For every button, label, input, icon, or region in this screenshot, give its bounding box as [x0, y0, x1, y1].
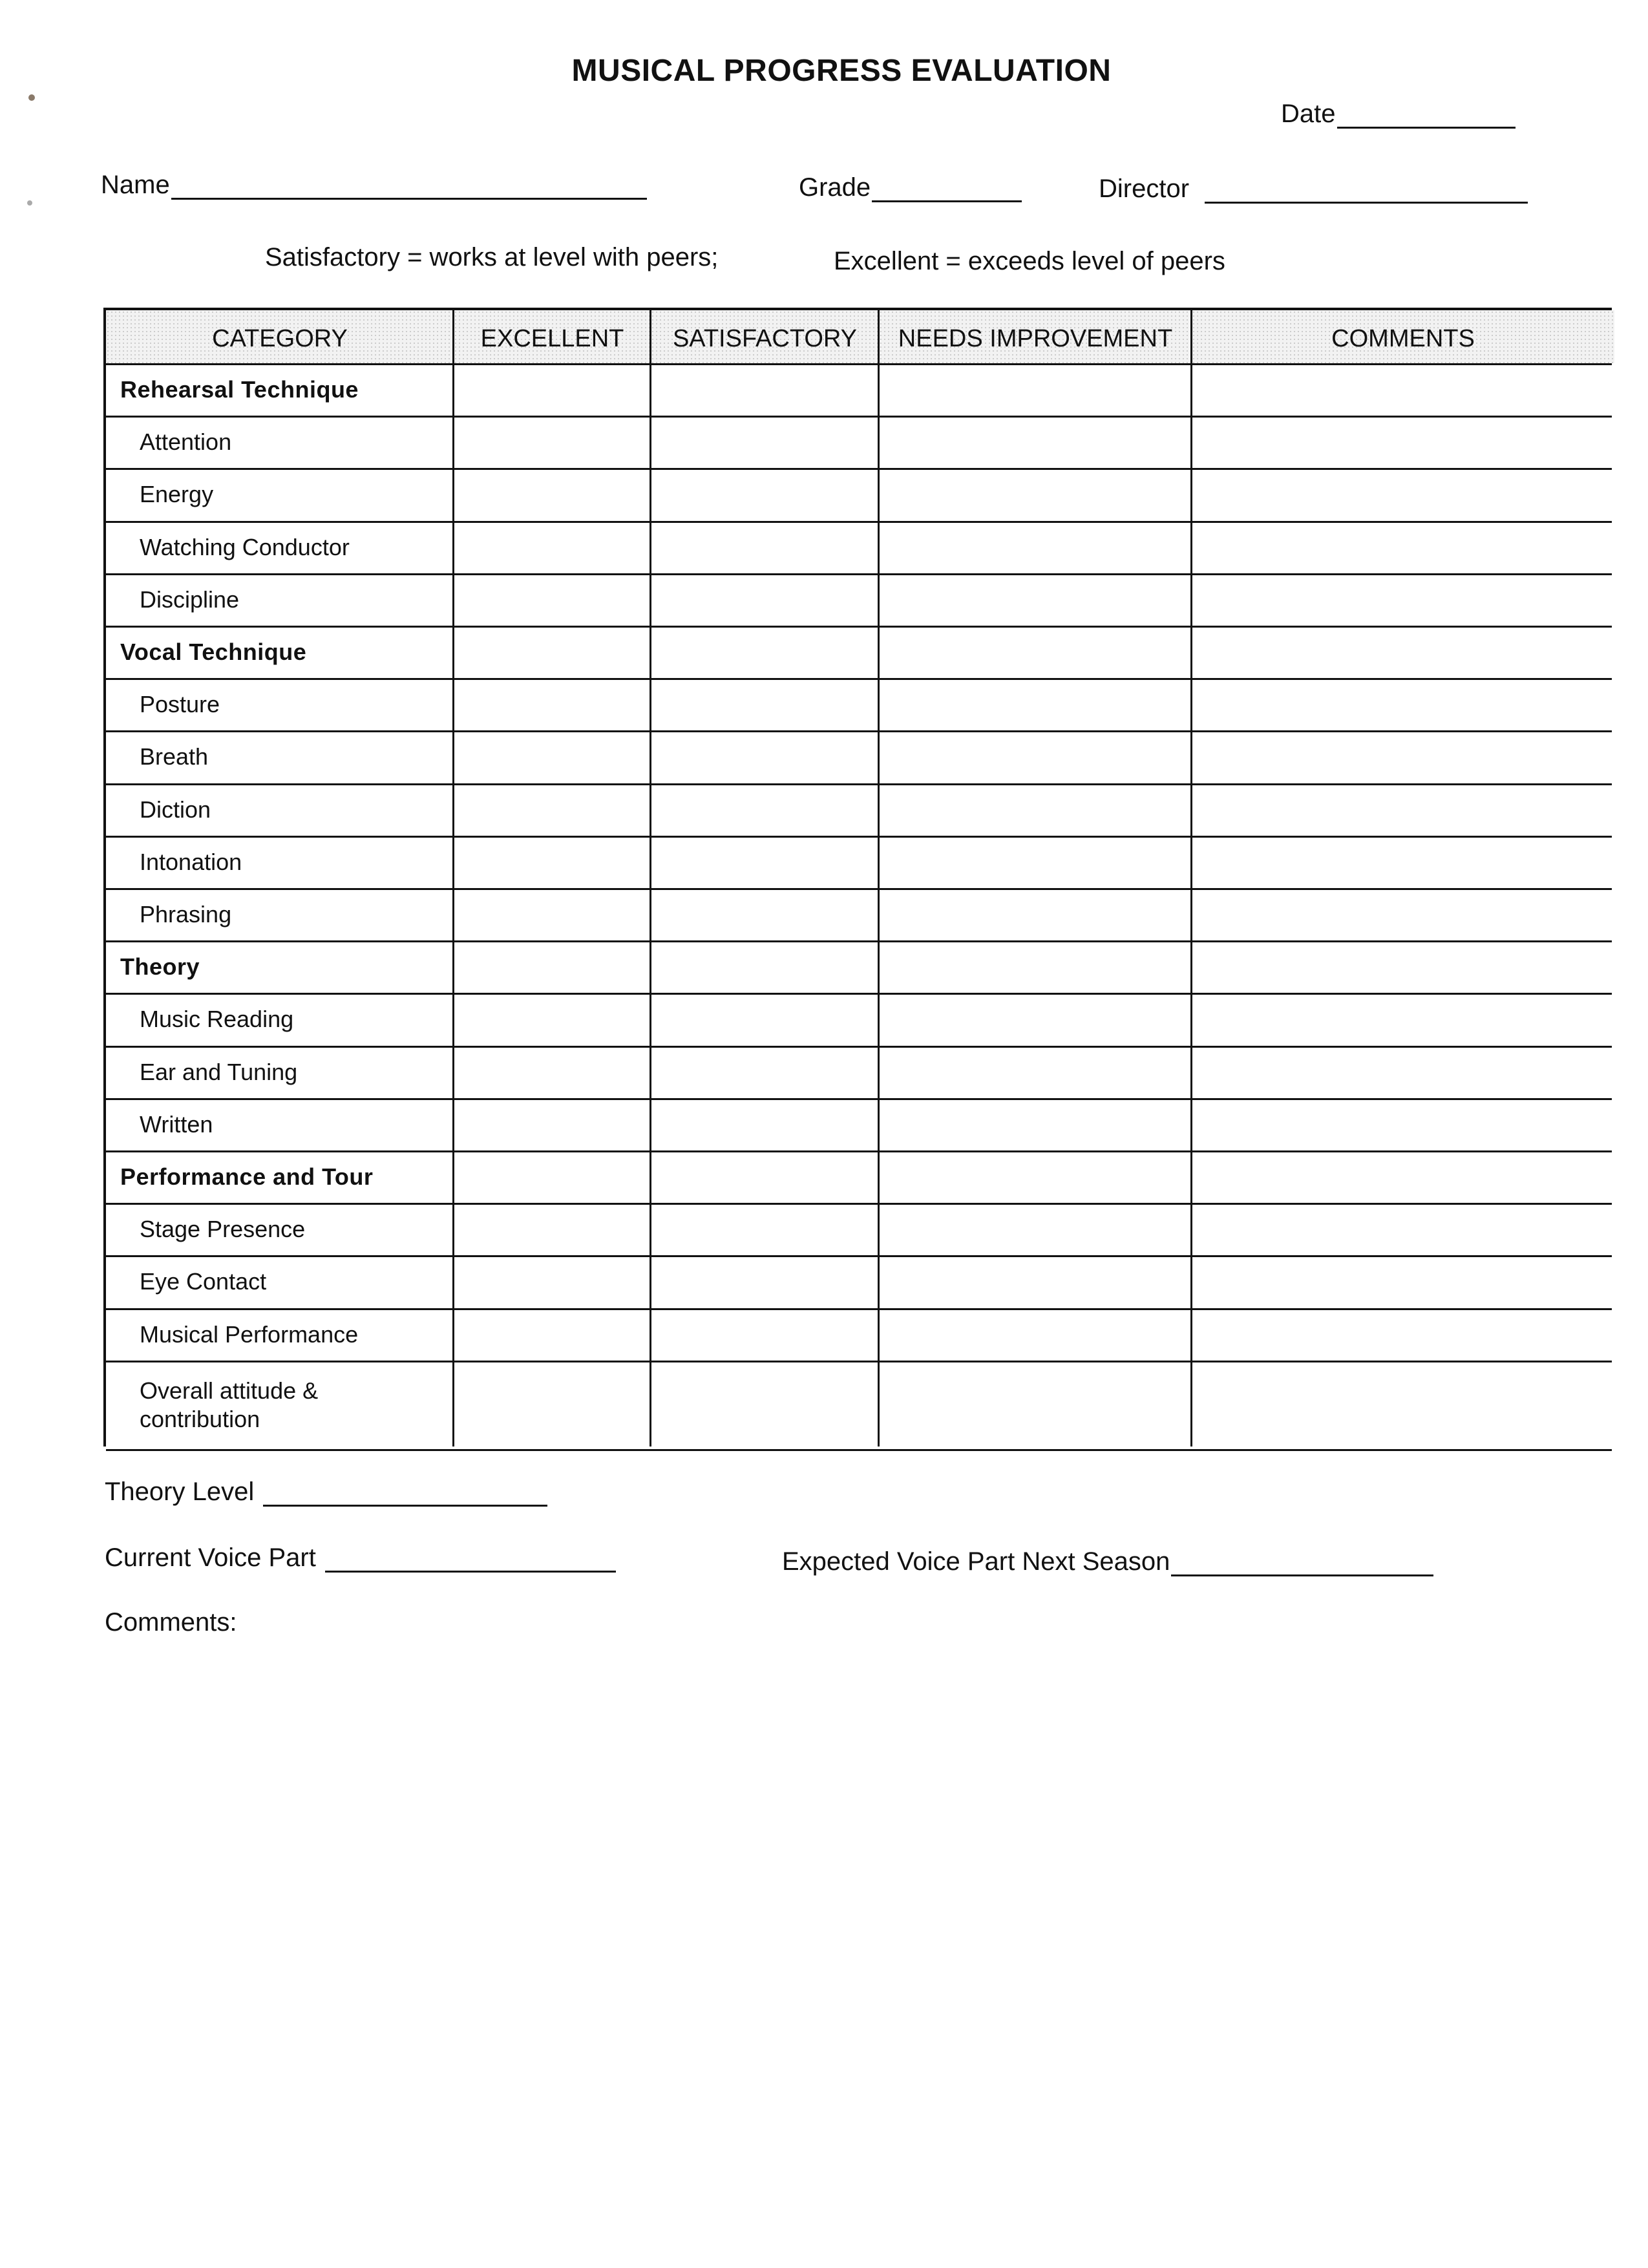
rating-cell-satisfactory[interactable]: [651, 783, 879, 836]
rating-cell-excellent[interactable]: [454, 1203, 651, 1255]
rating-cell-needs-improvement[interactable]: [879, 993, 1192, 1046]
rating-cell-comments[interactable]: [1192, 521, 1614, 573]
category-item-eye-contact: Eye Contact: [140, 1268, 267, 1295]
rating-cell-needs-improvement[interactable]: [879, 678, 1192, 730]
category-item-overall-attitude-contribution: Overall attitude & contribution: [140, 1377, 319, 1432]
rating-cell-satisfactory[interactable]: [651, 521, 879, 573]
rating-cell-excellent[interactable]: [454, 783, 651, 836]
director-label: Director: [1099, 175, 1190, 203]
category-item-written: Written: [140, 1110, 213, 1138]
column-header-needs-improvement: NEEDS IMPROVEMENT: [879, 310, 1192, 363]
rating-cell-needs-improvement[interactable]: [879, 468, 1192, 521]
rating-cell-comments[interactable]: [1192, 1046, 1614, 1098]
rating-cell-comments[interactable]: [1192, 1098, 1614, 1150]
column-header-comments: COMMENTS: [1192, 310, 1614, 363]
rating-cell-needs-improvement[interactable]: [879, 888, 1192, 940]
theory-level-line: [263, 1481, 547, 1507]
rating-cell-excellent[interactable]: [454, 1308, 651, 1361]
rating-cell-excellent[interactable]: [454, 521, 651, 573]
rating-cell-excellent[interactable]: [454, 730, 651, 783]
rating-cell-comments[interactable]: [1192, 836, 1614, 888]
rating-cell-comments[interactable]: [1192, 416, 1614, 468]
category-item-energy: Energy: [140, 481, 214, 507]
rating-cell-comments[interactable]: [1192, 1255, 1614, 1308]
rating-cell-needs-improvement[interactable]: [879, 626, 1192, 678]
scan-speck: [28, 94, 35, 101]
rating-cell-needs-improvement[interactable]: [879, 363, 1192, 416]
rating-cell-satisfactory[interactable]: [651, 1098, 879, 1150]
rating-cell-excellent[interactable]: [454, 363, 651, 416]
category-item-musical-performance: Musical Performance: [140, 1320, 359, 1348]
expected-voice-part-line: [1171, 1551, 1433, 1576]
category-item-intonation: Intonation: [140, 848, 242, 875]
row-divider: [106, 1449, 1612, 1451]
rating-cell-comments[interactable]: [1192, 730, 1614, 783]
rating-cell-comments[interactable]: [1192, 888, 1614, 940]
expected-voice-part-field[interactable]: [782, 1547, 1433, 1576]
rating-cell-excellent[interactable]: [454, 416, 651, 468]
legend-excellent: Excellent = exceeds level of peers: [834, 247, 1225, 275]
rating-cell-satisfactory[interactable]: [651, 416, 879, 468]
category-group-vocal-technique: Vocal Technique: [120, 638, 307, 665]
category-item-music-reading: Music Reading: [140, 1006, 294, 1032]
rating-cell-excellent[interactable]: [454, 1098, 651, 1150]
rating-cell-satisfactory[interactable]: [651, 626, 879, 678]
rating-cell-satisfactory[interactable]: [651, 468, 879, 521]
rating-cell-satisfactory[interactable]: [651, 1255, 879, 1308]
rating-cell-excellent[interactable]: [454, 626, 651, 678]
rating-cell-excellent[interactable]: [454, 1046, 651, 1098]
grade-field[interactable]: [799, 173, 1022, 202]
rating-cell-needs-improvement[interactable]: [879, 1150, 1192, 1203]
director-field[interactable]: [1099, 175, 1528, 204]
category-item-attention: Attention: [140, 428, 232, 455]
rating-cell-comments[interactable]: [1192, 993, 1614, 1046]
rating-cell-satisfactory[interactable]: [651, 1308, 879, 1361]
rating-cell-excellent[interactable]: [454, 993, 651, 1046]
rating-cell-comments[interactable]: [1192, 573, 1614, 626]
rating-cell-satisfactory[interactable]: [651, 1150, 879, 1203]
rating-cell-needs-improvement[interactable]: [879, 521, 1192, 573]
category-item-stage-presence: Stage Presence: [140, 1215, 306, 1242]
rating-cell-excellent[interactable]: [454, 1150, 651, 1203]
category-item-ear-and-tuning: Ear and Tuning: [140, 1058, 298, 1085]
rating-cell-satisfactory[interactable]: [651, 993, 879, 1046]
rating-cell-excellent[interactable]: [454, 888, 651, 940]
category-item-discipline: Discipline: [140, 586, 240, 613]
date-line: [1337, 103, 1516, 129]
rating-cell-satisfactory[interactable]: [651, 573, 879, 626]
grade-label: Grade: [799, 173, 871, 202]
category-item-diction: Diction: [140, 796, 211, 823]
category-item-posture: Posture: [140, 690, 220, 717]
rating-cell-satisfactory[interactable]: [651, 1361, 879, 1449]
page-title: MUSICAL PROGRESS EVALUATION: [571, 54, 1112, 88]
director-line: [1205, 178, 1528, 204]
comments-label: Comments:: [105, 1608, 237, 1637]
current-voice-part-line: [325, 1547, 616, 1573]
rating-cell-satisfactory[interactable]: [651, 836, 879, 888]
rating-cell-needs-improvement[interactable]: [879, 573, 1192, 626]
category-group-rehearsal-technique: Rehearsal Technique: [120, 376, 359, 403]
rating-cell-comments[interactable]: [1192, 783, 1614, 836]
theory-level-field[interactable]: [105, 1478, 547, 1507]
rating-cell-satisfactory[interactable]: [651, 1203, 879, 1255]
category-group-performance-and-tour: Performance and Tour: [120, 1163, 374, 1190]
rating-cell-comments[interactable]: [1192, 940, 1614, 993]
category-item-watching-conductor: Watching Conductor: [140, 533, 350, 560]
rating-cell-excellent[interactable]: [454, 678, 651, 730]
rating-cell-needs-improvement[interactable]: [879, 1255, 1192, 1308]
rating-cell-excellent[interactable]: [454, 1255, 651, 1308]
category-item-breath: Breath: [140, 743, 209, 770]
rating-cell-excellent[interactable]: [454, 573, 651, 626]
rating-cell-excellent[interactable]: [454, 940, 651, 993]
rating-cell-needs-improvement[interactable]: [879, 1308, 1192, 1361]
name-line: [171, 175, 647, 200]
column-header-category: CATEGORY: [106, 310, 454, 363]
rating-cell-excellent[interactable]: [454, 1361, 651, 1449]
rating-cell-satisfactory[interactable]: [651, 1046, 879, 1098]
rating-cell-comments[interactable]: [1192, 1203, 1614, 1255]
rating-cell-needs-improvement[interactable]: [879, 730, 1192, 783]
legend-satisfactory: Satisfactory = works at level with peers;: [265, 243, 719, 271]
column-header-excellent: EXCELLENT: [454, 310, 651, 363]
rating-cell-needs-improvement[interactable]: [879, 1203, 1192, 1255]
date-label: Date: [1281, 100, 1336, 128]
rating-cell-needs-improvement[interactable]: [879, 836, 1192, 888]
grade-line: [872, 177, 1022, 202]
rating-cell-satisfactory[interactable]: [651, 363, 879, 416]
rating-cell-excellent[interactable]: [454, 836, 651, 888]
column-header-satisfactory: SATISFACTORY: [651, 310, 879, 363]
rating-cell-comments[interactable]: [1192, 1308, 1614, 1361]
scan-speck: [27, 200, 32, 206]
current-voice-part-label: Current Voice Part: [105, 1543, 316, 1572]
rating-cell-needs-improvement[interactable]: [879, 416, 1192, 468]
rating-cell-satisfactory[interactable]: [651, 940, 879, 993]
current-voice-part-field[interactable]: [105, 1543, 616, 1573]
rating-cell-comments[interactable]: [1192, 626, 1614, 678]
theory-level-label: Theory Level: [105, 1478, 255, 1506]
category-item-phrasing: Phrasing: [140, 900, 232, 927]
rating-cell-needs-improvement[interactable]: [879, 940, 1192, 993]
rating-cell-satisfactory[interactable]: [651, 678, 879, 730]
rating-cell-needs-improvement[interactable]: [879, 1098, 1192, 1150]
category-group-theory: Theory: [120, 953, 200, 980]
rating-cell-comments[interactable]: [1192, 468, 1614, 521]
expected-voice-part-label: Expected Voice Part Next Season: [782, 1547, 1170, 1576]
rating-cell-comments[interactable]: [1192, 1150, 1614, 1203]
rating-cell-needs-improvement[interactable]: [879, 783, 1192, 836]
rating-cell-satisfactory[interactable]: [651, 730, 879, 783]
rating-cell-satisfactory[interactable]: [651, 888, 879, 940]
rating-cell-needs-improvement[interactable]: [879, 1046, 1192, 1098]
rating-cell-comments[interactable]: [1192, 678, 1614, 730]
rating-cell-needs-improvement[interactable]: [879, 1361, 1192, 1449]
rating-cell-comments[interactable]: [1192, 1361, 1614, 1449]
name-label: Name: [101, 171, 170, 199]
rating-cell-comments[interactable]: [1192, 363, 1614, 416]
evaluation-table: [103, 308, 1612, 1447]
rating-cell-excellent[interactable]: [454, 468, 651, 521]
date-field[interactable]: [1281, 100, 1516, 129]
name-field[interactable]: [101, 171, 647, 200]
